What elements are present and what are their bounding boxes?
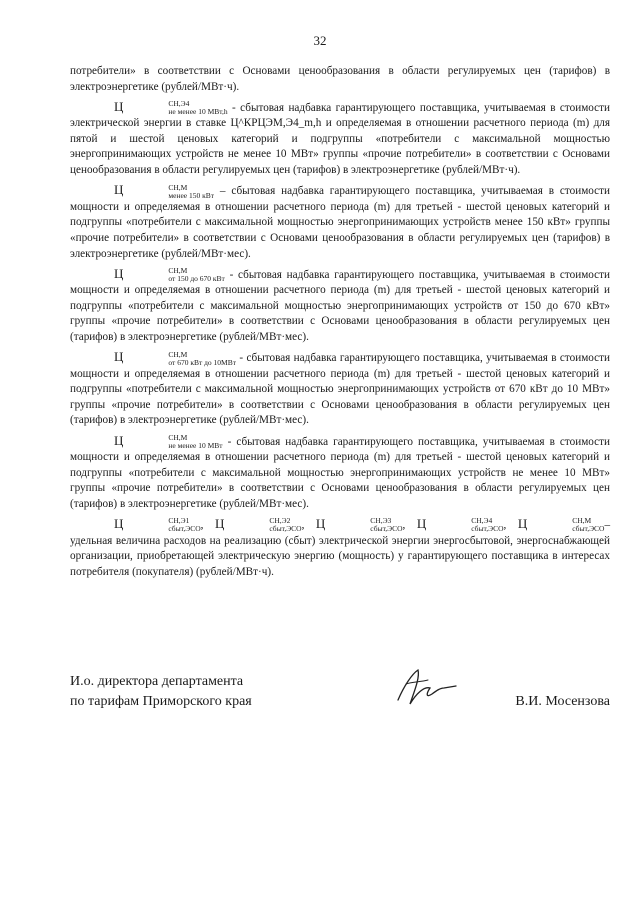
paragraph-1 xyxy=(70,99,610,179)
tariff-symbol: Ц СН,Э4 не менее 10 МВт,h xyxy=(114,98,228,117)
paragraph-text: - сбытовая надбавка гарантирующего поставщика, учитываемая в стоимости электрической энергии в ставке Ц^КРЦЭМ,Э4_m,h и определяемая в отношении расчетного периода (m) для пятой и шестой ценовых категорий и подгруппы «потребители с максимальной мощностью энергопринимающих устройств не менее 10 МВт» группы «прочие потребители» в соответствии с Основами ценообразования в области регулируемых цен (тарифов) в электроэнергетике (рублей/МВт·ч). xyxy=(70,101,610,177)
paragraph-0 xyxy=(70,64,610,95)
paragraph-6: Ц СН,Э1 сбыт,ЭСО , Ц СН,Э2 сбыт,ЭСО , Ц СН,Э3 сбыт,ЭСО , Ц СН,Э4 сбыт,ЭСО , Ц СН,М сбыт,ЭСО –удельная величина расходов на реализацию (сбыт) электрической энергии энергосбытовой, энергоснабжающей организации, приобретающей электрическую энергию (мощность) у гарантирующего поставщика в интересах потребителя (покупателя) (рублей/МВт·ч). xyxy=(70,516,611,578)
signatory-title-line1: И.о. директора департамента xyxy=(70,674,244,689)
page-number: 32 xyxy=(313,33,327,48)
paragraph-4 xyxy=(70,349,610,429)
tariff-symbol: Ц СН,Э4 сбыт,ЭСО xyxy=(416,516,504,534)
paragraph-5 xyxy=(70,433,610,513)
tariff-symbol: Ц СН,Э3 сбыт,ЭСО xyxy=(315,516,403,534)
tariff-symbol: Ц СН,М не менее 10 МВт xyxy=(114,432,223,450)
paragraph-2 xyxy=(70,182,610,262)
handwritten-signature xyxy=(390,664,460,712)
paragraph-text: –удельная величина расходов на реализацию (сбыт) электрической энергии энергосбытовой, энергоснабжающей организации, приобретающей электрическую энергию (мощность) у гарантирующего поставщика в интересах потребителя (покупателя) (рублей/МВт·ч). xyxy=(70,519,611,578)
document-body xyxy=(70,64,610,580)
paragraph-text: – сбытовая надбавка гарантирующего поставщика, учитываемая в стоимости мощности и определяемая в отношении расчетного периода (m) для третьей - шестой ценовых категорий и подгруппы «потребители с максимальной мощностью энергопринимающих устройств менее 150 кВт» группы «прочие потребители» в соответствии с Основами ценообразования в области регулируемых цен (тарифов) в электроэнергетике (рублей/МВт·мес). xyxy=(70,185,610,260)
tariff-symbol: Ц СН,Э2 сбыт,ЭСО xyxy=(214,516,302,534)
tariff-symbol: Ц СН,М от 150 до 670 кВт xyxy=(114,265,225,284)
paragraph-text: - сбытовая надбавка гарантирующего поставщика, учитываемая в стоимости мощности и определяемая в отношении расчетного периода (m) для третьей - шестой ценовых категорий и подгруппы «потребители с максимальной мощностью энергопринимающих устройств не менее 10 МВт» группы «прочие потребители» в соответствии с Основами ценообразования в области регулируемых цен (тарифов) в электроэнергетике (рублей/МВт·мес). xyxy=(70,435,610,510)
paragraph-text: - сбытовая надбавка гарантирующего поставщика, учитываемая в стоимости мощности и определяемая в отношении расчетного периода (m) для третьей - шестой ценовых категорий и подгруппы «потребители с максимальной мощностью энергопринимающих устройств от 150 до 670 кВт» группы «прочие потребители» в соответствии с Основами ценообразования в области регулируемых цен (тарифов) в электроэнергетике (рублей/МВт·мес). xyxy=(70,268,610,343)
paragraph-text: - сбытовая надбавка гарантирующего поставщика, учитываемая в стоимости мощности и определяемая в отношении расчетного периода (m) для третьей - шестой ценовых категорий и подгруппы «потребители с максимальной мощностью энергопринимающих устройств от 670 кВт до 10 МВт» группы «прочие потребители» в соответствии с Основами ценообразования в области регулируемых цен (тарифов) в электроэнергетике (рублей/МВт·мес). xyxy=(70,352,610,427)
signature-block xyxy=(70,672,610,732)
tariff-symbol: Ц СН,М сбыт,ЭСО xyxy=(517,516,605,534)
signatory-name: В.И. Мосензова xyxy=(515,694,610,709)
paragraph-3 xyxy=(70,266,610,346)
tariff-symbol: Ц СН,М от 670 кВт до 10МВт xyxy=(114,349,237,367)
tariff-symbol: Ц СН,М менее 150 кВт xyxy=(114,182,215,200)
signatory-title-line2: по тарифам Приморского края xyxy=(70,694,252,709)
tariff-symbol: Ц СН,Э1 сбыт,ЭСО xyxy=(114,516,201,534)
signatory-title xyxy=(70,672,252,712)
paragraph-text: потребители» в соответствии с Основами ценообразования в области регулируемых цен (тарифов) в электроэнергетике (рублей/МВт·ч). xyxy=(70,65,610,93)
